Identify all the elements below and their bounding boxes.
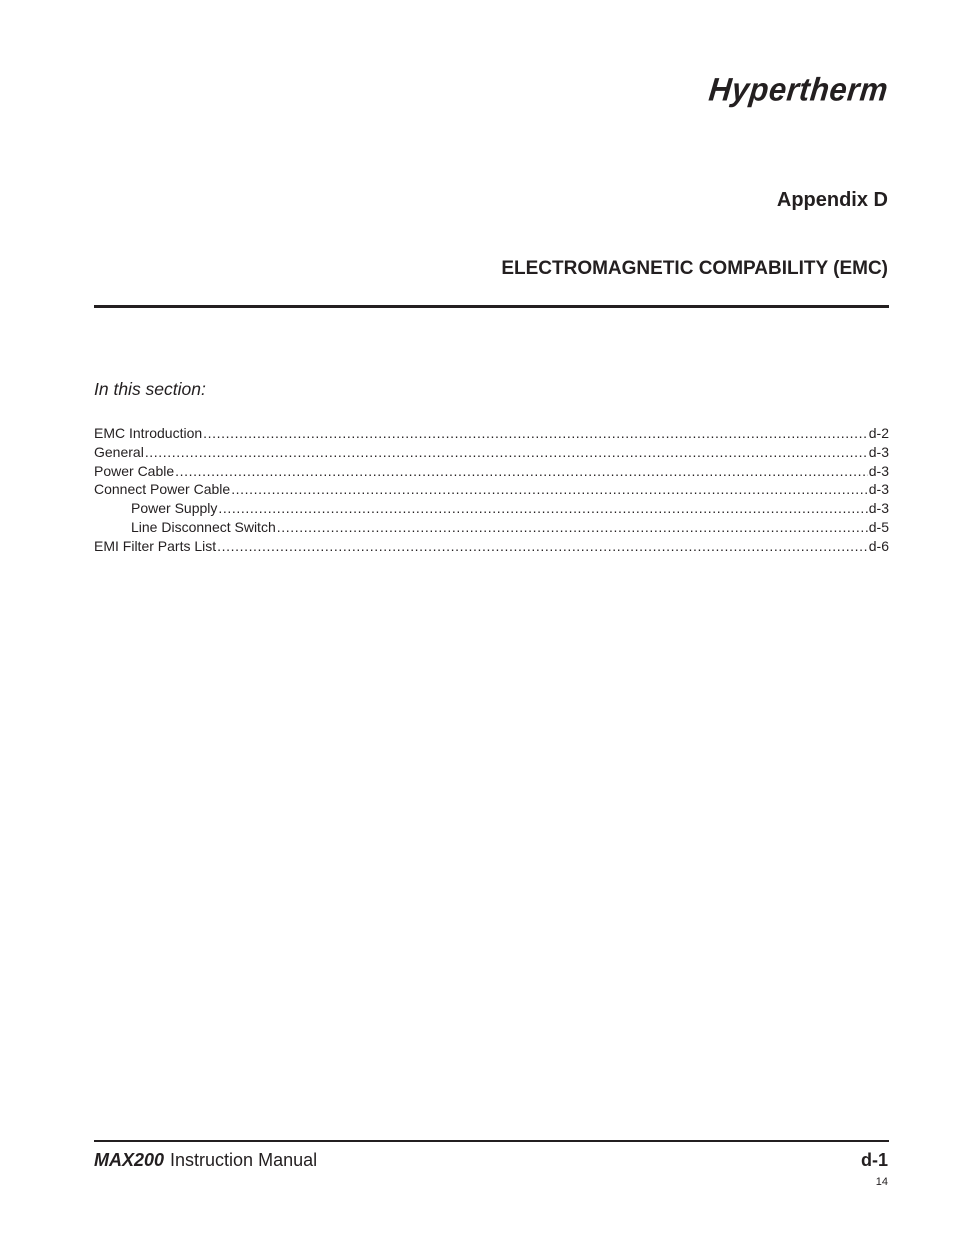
page-label: d-1 [861, 1150, 888, 1170]
appendix-label: Appendix D [776, 189, 888, 211]
toc-entry-label: Connect Power Cable [94, 481, 231, 498]
toc-entry-page: d-3 [868, 462, 889, 479]
table-of-contents [94, 424, 889, 556]
footer-manual-title [94, 1150, 317, 1171]
toc-entry[interactable] [94, 462, 889, 481]
toc-leader-dots [203, 424, 868, 443]
toc-leader-dots [217, 537, 868, 556]
toc-leader-dots [175, 462, 868, 481]
page-title: ELECTROMAGNETIC COMPABILITY (EMC) [501, 258, 888, 279]
toc-leader-dots [231, 480, 868, 499]
toc-entry-label: General [94, 443, 144, 460]
toc-entry-page: d-3 [868, 443, 889, 460]
toc-entry-page: d-3 [868, 481, 889, 498]
toc-entry-label: Power Supply [131, 500, 218, 517]
toc-entry[interactable] [94, 537, 889, 556]
toc-entry-label: EMC Introduction [94, 425, 203, 441]
toc-leader-dots [218, 499, 867, 518]
contents-heading: In this section: [94, 379, 206, 399]
toc-entry-page: d-3 [868, 500, 889, 517]
toc-entry[interactable] [94, 424, 889, 443]
toc-subentry[interactable] [94, 518, 889, 537]
toc-entry-page: d-6 [868, 537, 889, 554]
footer-divider [94, 1140, 889, 1142]
model-name: MAX200 [94, 1150, 165, 1170]
toc-entry-label: Power Cable [94, 462, 175, 479]
toc-subentry[interactable] [94, 499, 889, 518]
toc-entry-label: Line Disconnect Switch [131, 518, 276, 535]
hypertherm-logo: Hypertherm [707, 71, 890, 108]
sheet-number: 14 [875, 1176, 888, 1188]
toc-leader-dots [145, 443, 868, 462]
manual-name: Instruction Manual [170, 1150, 318, 1170]
toc-entry[interactable] [94, 443, 889, 462]
header-divider [94, 305, 889, 308]
toc-leader-dots [277, 518, 868, 537]
toc-entry-page: d-2 [868, 425, 889, 441]
toc-entry-label: EMI Filter Parts List [94, 537, 217, 554]
toc-entry-page: d-5 [868, 518, 889, 535]
toc-entry[interactable] [94, 480, 889, 499]
